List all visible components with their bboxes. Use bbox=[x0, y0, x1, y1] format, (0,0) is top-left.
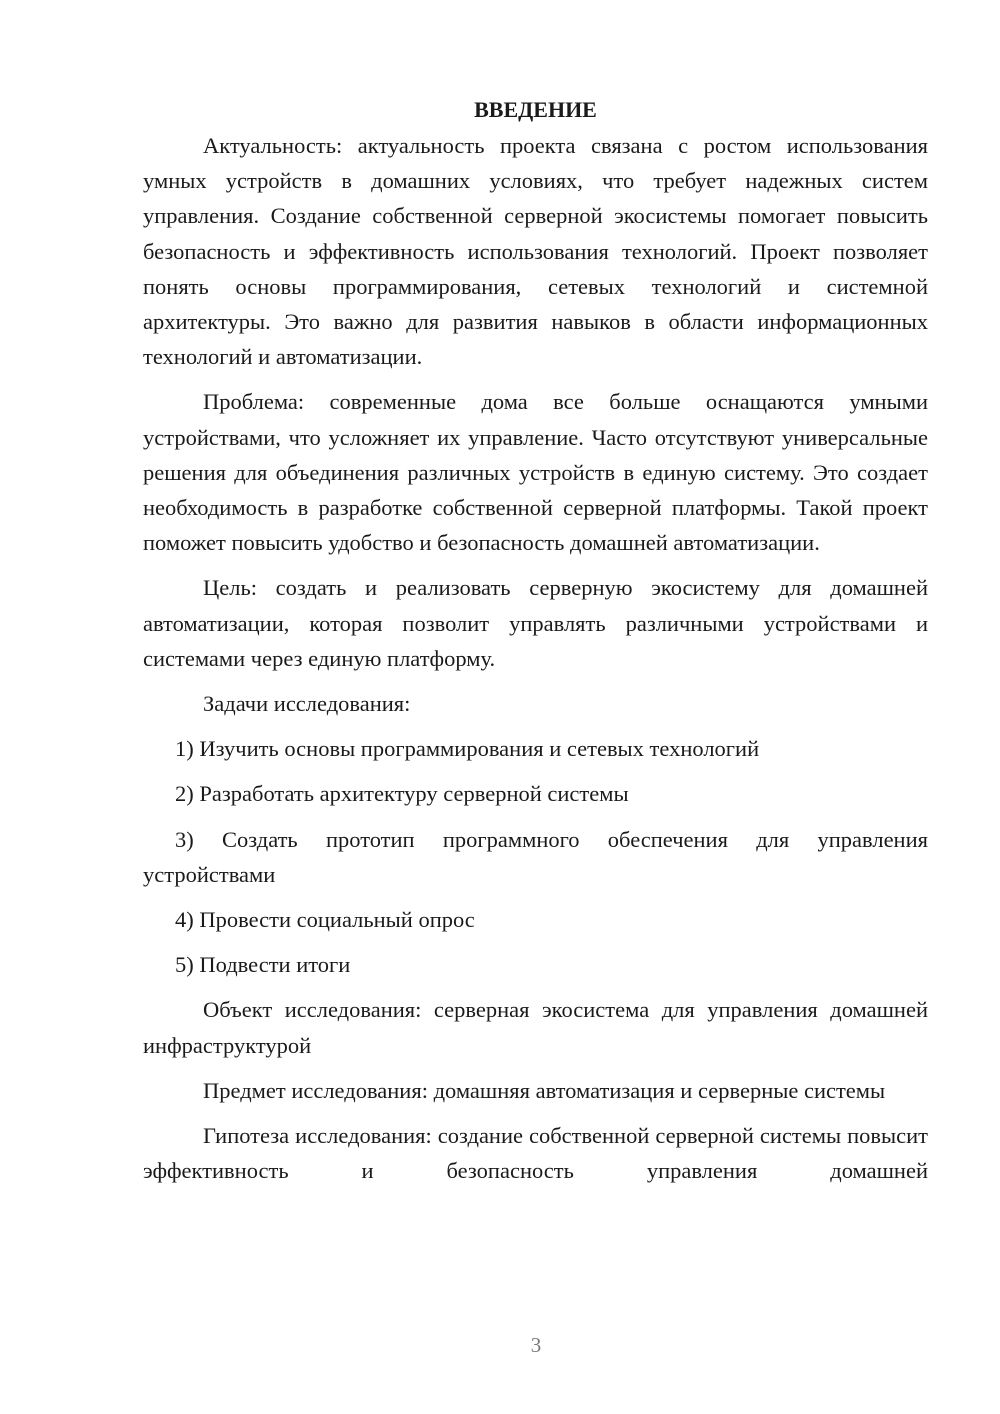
task-item: 1) Изучить основы программирования и сетевых технологий bbox=[175, 736, 760, 762]
task-item: 2) Разработать архитектуру серверной системы bbox=[175, 781, 629, 807]
section-title: ВВЕДЕНИЕ bbox=[474, 97, 597, 122]
task-item: 4) Провести социальный опрос bbox=[175, 907, 475, 933]
goal-paragraph: Цель: создать и реализовать серверную экосистему для домашней автоматизации, которая позволит управлять различными устройствами и системами через единую платформу. bbox=[143, 575, 928, 671]
document-page bbox=[143, 92, 928, 1188]
relevance-paragraph: Актуальность: актуальность проекта связана с ростом использования умных устройств в домашних условиях, что требует надежных систем управления. Создание собственной серверной экосистемы помогает повысить безопасность и эффективность использования технологий. Проект позволяет понять основы программирования, сетевых технологий и системной архитектуры. Это важно для развития навыков в области информационных технологий и автоматизации. bbox=[143, 133, 928, 370]
task-item: 3) Создать прототип программного обеспечения для управления устройствами bbox=[143, 826, 928, 887]
object-paragraph: Объект исследования: серверная экосистема для управления домашней инфраструктурой bbox=[143, 997, 928, 1058]
subject-paragraph: Предмет исследования: домашняя автоматизация и серверные системы bbox=[203, 1077, 886, 1103]
task-item: 5) Подвести итоги bbox=[175, 952, 351, 978]
tasks-heading: Задачи исследования: bbox=[203, 691, 411, 717]
tasks-list bbox=[143, 731, 928, 982]
page-number: 3 bbox=[530, 1333, 542, 1357]
hypothesis-paragraph: Гипотеза исследования: создание собственной серверной системы повысит эффективность и безопасность управления домашней bbox=[143, 1123, 928, 1184]
problem-paragraph: Проблема: современные дома все больше оснащаются умными устройствами, что усложняет их управление. Часто отсутствуют универсальные решения для объединения различных устройств в единую систему. Это создает необходимость в разработке собственной серверной платформы. Такой проект поможет повысить удобство и безопасность домашней автоматизации. bbox=[143, 389, 928, 556]
